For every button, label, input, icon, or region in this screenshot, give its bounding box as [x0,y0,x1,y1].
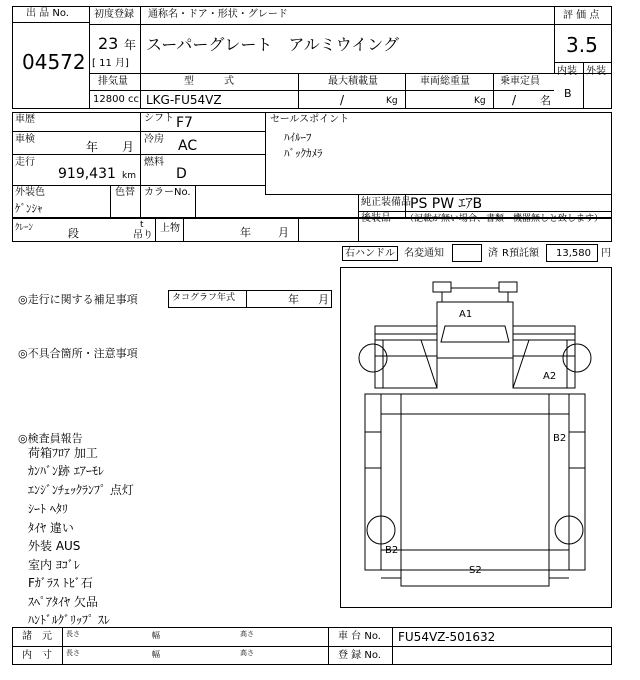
inner-height-label: 高さ [240,649,254,657]
exterior-label: 外装 [586,66,606,77]
history-label: 車歴 [15,114,35,125]
gross-weight-label: 車両総重量 [420,76,470,87]
inspection-year-unit: 年 [86,140,99,154]
max-load-slash: / [340,93,345,107]
inspection-month-unit: 月 [122,140,135,154]
inspector-item: ｶﾝﾊﾞﾝ跡 ｴｱｰﾓﾚ [28,464,104,478]
max-load-label: 最大積載量 [328,76,378,87]
inspector-item: 荷箱ﾌﾛｱ 加工 [28,446,98,460]
sales-points-label: セールスポイント [270,114,350,125]
inspector-item: ｼｰﾄ ﾍﾀﾘ [28,502,68,516]
registration-year-unit: 年 [124,38,137,52]
driving-remarks-label: ◎走行に関する補足事項 [18,293,138,306]
registration-month: [ 11 月] [92,58,129,69]
capacity-label: 乗車定員 [500,76,540,87]
dims-length-label: 長さ [66,630,80,638]
dims-height-label: 高さ [240,630,254,638]
displacement-label: 排気量 [98,76,128,87]
fuel-value: D [176,166,187,182]
tachograph-label: タコグラフ年式 [172,293,236,303]
sales-point-2: ﾊﾞｯｸｶﾒﾗ [284,147,323,160]
fuel-label: 燃料 [144,157,164,168]
damage-mark-b2-rear: B2 [385,545,399,556]
deck-month-unit: 月 [278,226,289,239]
ac-value: AC [178,138,198,154]
interior-label: 内装 [557,66,577,77]
recycle-prefix: 済 [488,248,498,259]
vehicle-name: スーパーグレート アルミウイング [146,35,399,54]
deck-year-unit: 年 [240,226,251,239]
spec-block [12,112,612,218]
crane-label: ｸﾚｰﾝ [15,223,34,233]
inspector-item: 外装 AUS [28,539,81,553]
mileage-value: 919,431 [58,166,116,182]
inspector-item: Fｶﾞﾗｽ ﾄﾋﾞ石 [28,576,93,590]
truck-outline-icon [341,268,611,607]
inspector-item: ｽﾍﾟｱﾀｲﾔ 欠品 [28,595,98,609]
damage-mark-a2: A2 [543,371,557,382]
color-label: 外装色 [15,187,45,198]
name-change-box [452,244,482,262]
mileage-unit: km [122,171,136,181]
inspection-label: 車検 [15,134,35,145]
inner-dimensions-label: 内 寸 [22,650,52,661]
deck-label: 上物 [160,223,180,234]
first-registration-label: 初度登録 [94,9,134,20]
registration-number-label: 登 録 No. [338,650,381,661]
inspector-report-label: ◎検査員報告 [18,432,83,445]
color-change-label: 色替 [115,187,135,198]
aftermarket-note: （記載が無い場合、書類・機器無しと致します） [405,214,604,224]
aftermarket-label: 後装品 [361,213,391,224]
damage-diagram [340,267,612,608]
vehicle-name-label: 通称名・ドア・形状・グレード [148,9,288,20]
name-change-label: 名変通知 [404,248,444,259]
dimensions-label: 諸 元 [22,631,52,642]
inspector-item: 室内 ﾖｺﾞﾚ [28,558,80,572]
capacity-slash: / [512,93,517,107]
lot-label: 出 品 No. [26,8,69,19]
crane-row [12,218,612,242]
gross-weight-unit: Kg [474,96,486,106]
color-number-label: カラーNo. [144,187,191,198]
chassis-number-value: FU54VZ-501632 [398,630,496,644]
max-load-unit: Kg [386,96,398,106]
recycle-amount: 13,580 [556,248,591,259]
damage-mark-a1: A1 [459,309,473,320]
score-label: 評 価 点 [563,10,600,21]
sales-point-1: ﾊｲﾙｰﾌ [284,131,312,144]
tachograph-year-unit: 年 [288,293,299,306]
model-label: 型 式 [184,76,234,87]
chassis-number-label: 車 台 No. [338,631,381,642]
overall-score: 3.5 [566,33,598,57]
model-value: LKG-FU54VZ [146,93,222,107]
defects-label: ◎不具合箇所・注意事項 [18,347,138,360]
damage-mark-b2-side: B2 [553,433,567,444]
capacity-unit: 名 [540,94,551,107]
genuine-equipment-value: PS PW ｴｱB [410,196,483,212]
displacement-value: 12800 cc [93,94,139,105]
inspector-item: ﾀｲﾔ 違い [28,521,74,535]
crane-ton-unit: t [140,220,144,230]
dims-width-label: 幅 [152,631,160,640]
shift-label: シフト [144,113,174,124]
inspector-item: ﾊﾝﾄﾞﾙｸﾞﾘｯﾌﾟ ｽﾚ [28,613,110,627]
registration-year: 23 [98,34,119,53]
lot-number: 04572 [22,50,86,74]
genuine-equipment-label: 純正装備品 [361,197,411,208]
inspector-item: ｴﾝｼﾞﾝﾁｪｯｸﾗﾝﾌﾟ 点灯 [28,483,134,497]
ac-label: 冷房 [144,134,164,145]
tachograph-month-unit: 月 [318,293,329,306]
right-hand-drive: 右ハンドル [345,248,395,259]
shift-value: F7 [176,115,193,131]
interior-grade: B [564,87,572,100]
crane-stage-unit: 段 [68,227,79,240]
inner-length-label: 長さ [66,649,80,657]
crane-hanging-unit: 吊り [133,230,153,241]
yen-unit: 円 [601,248,611,259]
color-value: ｹﾞﾝｼｬ [15,202,43,215]
inner-width-label: 幅 [152,650,160,659]
recycle-deposit-label: R預託額 [502,248,539,259]
mileage-label: 走行 [15,157,35,168]
damage-mark-s2: S2 [469,565,482,576]
